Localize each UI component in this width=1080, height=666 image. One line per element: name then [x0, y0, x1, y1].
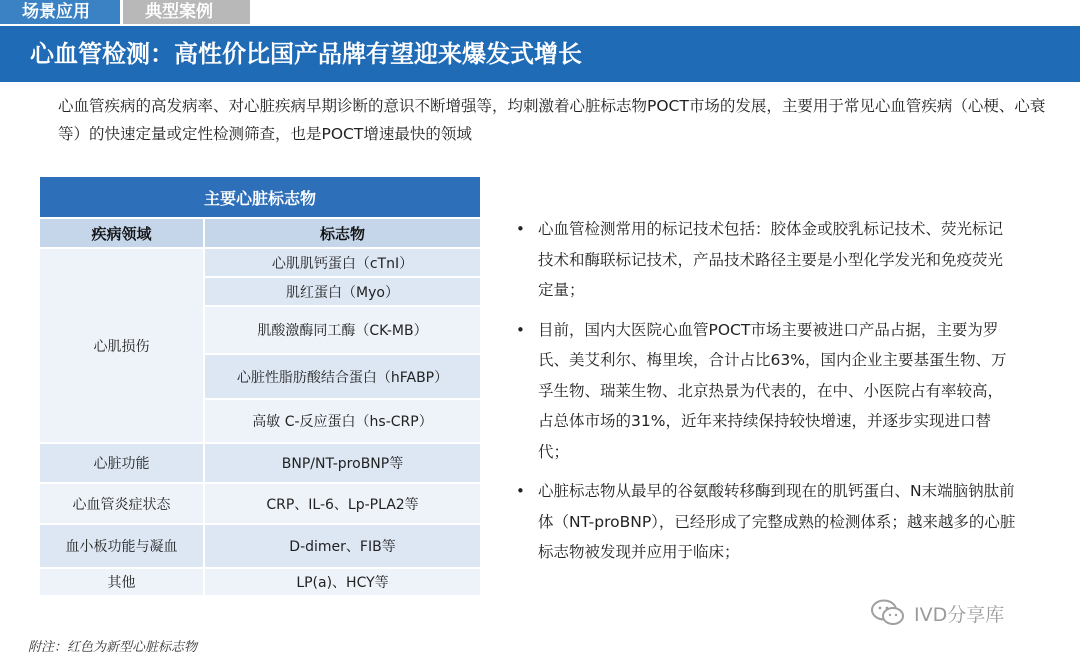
disease-cell: 血小板功能与凝血	[39, 524, 204, 568]
tab-scene-application[interactable]: 场景应用	[0, 0, 120, 24]
intro-paragraph: 心血管疾病的高发病率、对心脏疾病早期诊断的意识不断增强等，均刺激着心脏标志物POCT市场的发展，主要用于常见心血管疾病（心梗、心衰等）的快速定量或定性检测筛查，也是POCT增速最快的领域	[58, 97, 1046, 143]
table-title: 主要心脏标志物	[39, 176, 481, 218]
page-title: 心血管检测：高性价比国产品牌有望迎来爆发式增长	[30, 40, 582, 68]
marker-cell: CRP、IL-6、Lp-PLA2等	[204, 483, 481, 524]
disease-cell: 心肌损伤	[39, 248, 204, 443]
footnote: 附注：红色为新型心脏标志物	[28, 640, 198, 655]
wechat-icon	[870, 598, 906, 628]
marker-cell: D-dimer、FIB等	[204, 524, 481, 568]
marker-cell: 肌酸激酶同工酶（CK-MB）	[204, 306, 481, 354]
watermark	[870, 598, 1004, 628]
tab-typical-cases[interactable]: 典型案例	[123, 0, 250, 24]
bullet-text: 心脏标志物从最早的谷氨酸转移酶到现在的肌钙蛋白、N末端脑钠肽前体（NT-proBNP），已经形成了完整成熟的检测体系；越来越多的心脏标志物被发现并应用于临床；	[538, 482, 1016, 561]
marker-cell: LP(a)、HCY等	[204, 568, 481, 596]
disease-cell: 心脏功能	[39, 443, 204, 483]
column-header-marker: 标志物	[204, 218, 481, 248]
disease-cell: 其他	[39, 568, 204, 596]
marker-cell: 心肌肌钙蛋白（cTnI）	[204, 248, 481, 277]
marker-cell: 高敏 C-反应蛋白（hs-CRP）	[204, 399, 481, 443]
bullet-dot: •	[516, 320, 525, 339]
list-item	[512, 476, 1017, 568]
marker-cell: 心脏性脂肪酸结合蛋白（hFABP）	[204, 354, 481, 399]
bullet-dot: •	[516, 482, 525, 500]
top-tab-bar	[0, 0, 1080, 26]
list-item	[512, 315, 1017, 468]
bullet-dot: •	[516, 220, 525, 238]
marker-cell: 肌红蛋白（Myo）	[204, 277, 481, 306]
marker-cell: BNP/NT-proBNP等	[204, 443, 481, 483]
list-item	[512, 214, 1017, 306]
disease-cell: 心血管炎症状态	[39, 483, 204, 524]
bullet-text: 目前，国内大医院心血管POCT市场主要被进口产品占据，主要为罗氏、美艾利尔、梅里埃，合计占比63%，国内企业主要基蛋生物、万孚生物、瑞莱生物、北京热景为代表的，在中、小医院占有率较高，占总体市场的31%，近年来持续保持较快增速，并逐步实现进口替代；	[538, 320, 1007, 461]
watermark-text: IVD分享库	[914, 603, 1005, 626]
bullet-text: 心血管检测常用的标记技术包括：胶体金或胶乳标记技术、荧光标记技术和酶联标记技术，产品技术路径主要是小型化学发光和免疫荧光定量；	[538, 220, 1004, 299]
cardiac-markers-table	[38, 175, 482, 597]
bullet-list	[512, 214, 1017, 577]
column-header-disease: 疾病领域	[39, 218, 204, 248]
